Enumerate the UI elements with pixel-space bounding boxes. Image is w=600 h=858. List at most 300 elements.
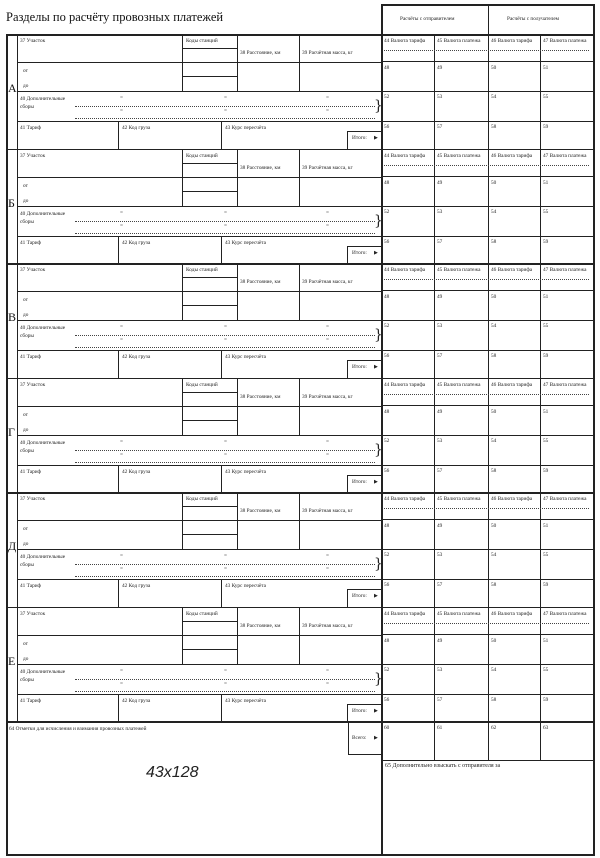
section-3-cell-n58: 58: [491, 353, 497, 359]
vsego-arrow-icon: ▶: [374, 735, 378, 741]
section-2-f39-label: 39 Расчётная масса, кг: [302, 164, 353, 171]
section-1-cell-n59: 59: [543, 124, 549, 130]
section-1-tariff-div3: [347, 131, 348, 149]
section-5-f41-label: 41 Тариф: [20, 583, 41, 589]
section-2-itogo-line: [347, 246, 381, 247]
section-5-cell-n58: 58: [491, 582, 497, 588]
section-1-cell-n57: 57: [437, 124, 443, 130]
section-2-eq-b-0: =: [120, 222, 123, 229]
section-5-eq-a-2: =: [326, 553, 329, 559]
section-3-dots-1: [75, 335, 375, 336]
section-1-f39-label: 39 Расчётная масса, кг: [302, 50, 353, 56]
section-5-codes-label: Коды станций: [186, 496, 218, 502]
section-3-fees-top: [17, 320, 381, 321]
section-5-tariff-top: [17, 579, 381, 580]
section-3-cell-f46: 46 Валюта тарифа: [491, 267, 533, 273]
section-1-cell-n55: 55: [543, 94, 549, 100]
section-1-f43-label: 43 Курс пересчёта: [225, 125, 267, 131]
section-1-f40-label: 40 Дополнительные сборы: [20, 96, 66, 110]
section-1-top-line: [6, 34, 595, 36]
section-2-cell-n58: 58: [491, 238, 497, 245]
section-2-r-row1: [381, 176, 594, 177]
section-2-cell-n52: 52: [384, 208, 390, 215]
section-2-r-row3: [381, 236, 594, 237]
section-1-f42-label: 42 Код груза: [122, 125, 151, 131]
section-4-eq-b-0: =: [120, 451, 123, 458]
section-4-dots-2: [75, 462, 375, 463]
section-5-f38-line: [237, 520, 381, 521]
section-3-cell-f47: 47 Валюта платежа: [543, 267, 587, 273]
section-4-cell-n58: 58: [491, 467, 497, 474]
section-6-tariff-div3: [347, 704, 348, 722]
section-4-cell-n55: 55: [543, 437, 549, 444]
section-2-cell-n56: 56: [384, 238, 390, 245]
bottom-box-line: [348, 754, 382, 755]
section-5-fees-brace: }: [374, 556, 383, 572]
section-1-eq-b-2: =: [326, 108, 329, 114]
section-1-eq-a-0: =: [120, 95, 123, 101]
section-2-r-dot1: [384, 165, 589, 166]
section-4-dots-1: [75, 450, 375, 451]
cell-60: 60: [384, 725, 390, 731]
section-4-eq-b-1: =: [224, 451, 227, 458]
section-3-top-line: [6, 263, 595, 265]
section-6-cell-n49: 49: [437, 637, 443, 644]
section-2-eq-a-0: =: [120, 209, 123, 216]
section-1-cell-n51: 51: [543, 65, 549, 71]
section-2-eq-b-1: =: [224, 222, 227, 229]
section-3-from-label: от: [23, 297, 28, 303]
section-3-itogo-label: Итого:: [352, 364, 367, 370]
section-3-to-label: до: [23, 312, 29, 318]
section-3-f38-line: [237, 291, 381, 292]
section-4-cell-n48: 48: [384, 408, 390, 415]
section-3-tariff-top: [17, 350, 381, 351]
section-2-f41-label: 41 Тариф: [20, 239, 41, 246]
section-3-cell-n54: 54: [491, 323, 497, 329]
section-3-tariff-div3: [347, 360, 348, 378]
section-4-fees-top: [17, 435, 381, 436]
section-4-from-line: [17, 406, 237, 407]
section-6-cell-n58: 58: [491, 696, 497, 703]
field-64-label: 64 Отметки для исчисления и взимания провозных платежей: [9, 726, 147, 732]
section-3-eq-a-1: =: [224, 324, 227, 330]
section-5-from-line: [17, 520, 237, 521]
section-6-top-line: [6, 607, 595, 609]
section-1-tariff-div1: [118, 121, 119, 149]
section-3-r-row3: [381, 350, 594, 351]
section-5-cell-f47: 47 Валюта платежа: [543, 496, 587, 502]
section-5-cell-n59: 59: [543, 582, 549, 588]
cell-62: 62: [491, 725, 497, 731]
section-5-dots-1: [75, 564, 375, 565]
section-2-f38-label: 38 Расстояние, км: [240, 164, 281, 171]
section-2-itogo-label: Итого:: [352, 249, 367, 256]
section-5-cell-f44: 44 Валюта тарифа: [384, 496, 426, 502]
section-1-cell-f44: 44 Валюта тарифа: [384, 38, 426, 44]
section-6-cell-n50: 50: [491, 637, 497, 644]
section-5-letter: Д: [8, 539, 17, 553]
section-1-codes-line1: [182, 48, 237, 49]
section-5-itogo-line: [347, 589, 381, 590]
section-2-cell-f46: 46 Валюта тарифа: [491, 152, 533, 159]
section-6-f42-label: 42 Код груза: [122, 697, 151, 704]
sender-calc-header: Расчёты с отправителем: [400, 16, 455, 22]
header-mid-line: [488, 4, 489, 760]
section-3-eq-a-2: =: [326, 324, 329, 330]
section-6-letter: Е: [8, 653, 16, 668]
section-5-cell-n52: 52: [384, 552, 390, 558]
totals-bottom-line: [381, 760, 594, 761]
page-title: Разделы по расчёту провозных платежей: [6, 10, 224, 24]
section-4-codes-label: Коды станций: [186, 381, 218, 388]
section-5-cell-n55: 55: [543, 552, 549, 558]
section-6-f40-label: 40 Дополнительные сборы: [20, 668, 66, 683]
section-2-eq-a-1: =: [224, 209, 227, 216]
section-5-f40-label: 40 Дополнительные сборы: [20, 554, 66, 568]
section-6-eq-b-2: =: [326, 680, 329, 687]
section-4-from-label: от: [23, 411, 28, 418]
section-1-from-label: от: [23, 68, 28, 74]
section-4-cell-n54: 54: [491, 437, 497, 444]
section-4-f38-line: [237, 406, 381, 407]
receiver-calc-header: Расчёты с получателем: [507, 16, 560, 22]
section-6-codes-line2: [182, 649, 237, 650]
section-4-cell-f45: 45 Валюта платежа: [437, 381, 481, 388]
section-1-cell-n56: 56: [384, 124, 390, 130]
section-1-eq-b-0: =: [120, 108, 123, 114]
totals-col-3: [540, 722, 541, 760]
section-6-eq-a-2: =: [326, 667, 329, 674]
section-1-fees-brace: }: [374, 98, 383, 114]
section-6-cell-n53: 53: [437, 666, 443, 673]
section-5-cell-n49: 49: [437, 523, 443, 529]
section-1-fees-top: [17, 91, 381, 92]
section-4-itogo-arrow-icon: ▶: [374, 478, 378, 485]
totals-col-1: [434, 722, 435, 760]
section-6-itogo-line: [347, 704, 381, 705]
section-6-cell-f44: 44 Валюта тарифа: [384, 610, 426, 617]
section-5-from-label: от: [23, 526, 28, 532]
section-3-codes-label: Коды станций: [186, 267, 218, 273]
section-6-codes-label: Коды станций: [186, 610, 218, 617]
section-6-itogo-label: Итого:: [352, 707, 367, 714]
section-1-r-row1: [381, 61, 594, 62]
section-5-r-row2: [381, 549, 594, 550]
section-2-letter: Б: [8, 195, 15, 210]
section-1-itogo-line: [347, 131, 381, 132]
section-1-cell-n52: 52: [384, 94, 390, 100]
section-2-codes-line2: [182, 191, 237, 192]
section-6-f43-label: 43 Курс пересчёта: [225, 697, 267, 704]
section-3-codes-line2: [182, 305, 237, 306]
section-2-fees-top: [17, 206, 381, 207]
section-4-r-row2: [381, 435, 594, 436]
section-2-cell-f44: 44 Валюта тарифа: [384, 152, 426, 159]
section-4-cell-n57: 57: [437, 467, 443, 474]
section-5-cell-n50: 50: [491, 523, 497, 529]
section-4-cell-f44: 44 Валюта тарифа: [384, 381, 426, 388]
section-2-f42-label: 42 Код груза: [122, 239, 151, 246]
section-4-eq-a-0: =: [120, 438, 123, 445]
section-2-cell-n51: 51: [543, 179, 549, 186]
section-2-top-line: [6, 149, 595, 151]
section-5-eq-b-2: =: [326, 566, 329, 572]
section-6-cell-n55: 55: [543, 666, 549, 673]
section-3-tariff-div1: [118, 350, 119, 378]
section-3-cell-n59: 59: [543, 353, 549, 359]
section-5-cell-n56: 56: [384, 582, 390, 588]
section-4-codes-line2: [182, 420, 237, 421]
section-5-f42-label: 42 Код груза: [122, 583, 151, 589]
cell-63: 63: [543, 725, 549, 731]
section-1-f37-label: 37 Участок: [20, 38, 46, 44]
section-5-cell-n54: 54: [491, 552, 497, 558]
section-4-letter: Г: [8, 424, 15, 439]
section-5-r-dot1: [384, 508, 589, 509]
section-4-tariff-div2: [221, 465, 222, 493]
section-2-tariff-div1: [118, 236, 119, 264]
section-6-cell-n52: 52: [384, 666, 390, 673]
section-3-from-line: [17, 291, 237, 292]
section-5-codes-line2: [182, 534, 237, 535]
section-1-codes-label: Коды станций: [186, 38, 218, 44]
section-5-tariff-div3: [347, 589, 348, 607]
section-3-cell-n57: 57: [437, 353, 443, 359]
section-4-f43-label: 43 Курс пересчёта: [225, 468, 267, 475]
section-6-tariff-top: [17, 694, 381, 695]
section-5-tariff-div2: [221, 579, 222, 607]
section-2-itogo-arrow-icon: ▶: [374, 249, 378, 256]
section-6-cell-n56: 56: [384, 696, 390, 703]
section-4-f40-label: 40 Дополнительные сборы: [20, 439, 66, 454]
section-3-r-row2: [381, 320, 594, 321]
section-2-codes-label: Коды станций: [186, 152, 218, 159]
section-3-f41-label: 41 Тариф: [20, 354, 41, 360]
section-4-f41-label: 41 Тариф: [20, 468, 41, 475]
section-6-cell-n54: 54: [491, 666, 497, 673]
section-2-f38-line: [237, 177, 381, 178]
section-3-letter: В: [8, 310, 17, 324]
section-3-itogo-arrow-icon: ▶: [374, 364, 378, 370]
section-4-r-dot1: [384, 394, 589, 395]
section-2-cell-n55: 55: [543, 208, 549, 215]
section-5-f38-label: 38 Расстояние, км: [240, 508, 281, 514]
section-4-f39-label: 39 Расчётная масса, кг: [302, 393, 353, 400]
section-2-cell-n48: 48: [384, 179, 390, 186]
section-4-r-row1: [381, 405, 594, 406]
section-1-cell-f45: 45 Валюта платежа: [437, 38, 481, 44]
section-2-r-row2: [381, 206, 594, 207]
section-3-f43-label: 43 Курс пересчёта: [225, 354, 267, 360]
bottom-box-divider: [348, 722, 349, 755]
section-6-cell-n57: 57: [437, 696, 443, 703]
section-3-cell-n55: 55: [543, 323, 549, 329]
section-6-dots-2: [75, 691, 375, 692]
sections-bottom-line: [6, 721, 595, 723]
section-1-cell-n53: 53: [437, 94, 443, 100]
section-4-tariff-top: [17, 465, 381, 466]
section-6-cell-f46: 46 Валюта тарифа: [491, 610, 533, 617]
section-1-from-line: [17, 62, 237, 63]
section-6-cell-f47: 47 Валюта платежа: [543, 610, 587, 617]
section-4-top-line: [6, 378, 595, 380]
section-6-f38-label: 38 Расстояние, км: [240, 622, 281, 629]
section-5-cell-f46: 46 Валюта тарифа: [491, 496, 533, 502]
section-6-f39-label: 39 Расчётная масса, кг: [302, 622, 353, 629]
cell-61: 61: [437, 725, 443, 731]
section-5-codes-line1: [182, 506, 237, 507]
vsego-label: Всего:: [352, 735, 367, 741]
section-3-eq-b-1: =: [224, 337, 227, 343]
section-2-eq-a-2: =: [326, 209, 329, 216]
section-6-eq-b-0: =: [120, 680, 123, 687]
section-4-eq-a-2: =: [326, 438, 329, 445]
section-1-cell-n54: 54: [491, 94, 497, 100]
section-2-f43-label: 43 Курс пересчёта: [225, 239, 267, 246]
section-1-eq-a-1: =: [224, 95, 227, 101]
section-5-cell-n48: 48: [384, 523, 390, 529]
section-4-r-row3: [381, 465, 594, 466]
section-1-cell-n48: 48: [384, 65, 390, 71]
section-1-eq-b-1: =: [224, 108, 227, 114]
section-3-codes-line1: [182, 277, 237, 278]
section-4-to-label: до: [23, 426, 29, 433]
section-6-eq-b-1: =: [224, 680, 227, 687]
section-4-cell-f47: 47 Валюта платежа: [543, 381, 587, 388]
section-4-cell-f46: 46 Валюта тарифа: [491, 381, 533, 388]
section-6-fees-top: [17, 664, 381, 665]
section-3-r-dot1: [384, 279, 589, 280]
section-6-tariff-div2: [221, 694, 222, 722]
section-3-fees-brace: }: [374, 327, 383, 343]
section-6-eq-a-0: =: [120, 667, 123, 674]
section-5-itogo-arrow-icon: ▶: [374, 593, 378, 599]
section-2-f37-label: 37 Участок: [20, 152, 46, 159]
section-4-eq-a-1: =: [224, 438, 227, 445]
section-1-eq-a-2: =: [326, 95, 329, 101]
section-4-f42-label: 42 Код груза: [122, 468, 151, 475]
section-6-itogo-arrow-icon: ▶: [374, 707, 378, 714]
section-2-cell-n57: 57: [437, 238, 443, 245]
section-1-cell-f47: 47 Валюта платежа: [543, 38, 587, 44]
section-6-from-label: от: [23, 640, 28, 647]
section-3-eq-b-0: =: [120, 337, 123, 343]
section-4-itogo-label: Итого:: [352, 478, 367, 485]
section-2-cell-n54: 54: [491, 208, 497, 215]
section-5-itogo-label: Итого:: [352, 593, 367, 599]
section-2-cell-f47: 47 Валюта платежа: [543, 152, 587, 159]
section-4-tariff-div3: [347, 475, 348, 493]
section-4-tariff-div1: [118, 465, 119, 493]
section-3-cell-f45: 45 Валюта платежа: [437, 267, 481, 273]
section-1-f38-label: 38 Расстояние, км: [240, 50, 281, 56]
section-1-letter: А: [8, 81, 17, 95]
section-6-f41-label: 41 Тариф: [20, 697, 41, 704]
section-2-f40-label: 40 Дополнительные сборы: [20, 210, 66, 225]
section-3-cell-n52: 52: [384, 323, 390, 329]
section-5-cell-f45: 45 Валюта платежа: [437, 496, 481, 502]
section-2-to-label: до: [23, 197, 29, 204]
section-1-r-row3: [381, 121, 594, 122]
section-1-codes-line2: [182, 76, 237, 77]
section-5-fees-top: [17, 549, 381, 550]
section-2-codes-line1: [182, 163, 237, 164]
section-1-r-dot1: [384, 50, 589, 51]
section-5-cell-n51: 51: [543, 523, 549, 529]
section-4-eq-b-2: =: [326, 451, 329, 458]
section-2-from-line: [17, 177, 237, 178]
section-4-cell-n52: 52: [384, 437, 390, 444]
section-3-dots-2: [75, 347, 375, 348]
section-6-r-dot1: [384, 623, 589, 624]
section-6-r-row2: [381, 664, 594, 665]
section-3-cell-n56: 56: [384, 353, 390, 359]
section-5-to-label: до: [23, 541, 29, 547]
section-5-eq-a-0: =: [120, 553, 123, 559]
section-6-codes-line1: [182, 621, 237, 622]
section-2-dots-2: [75, 233, 375, 234]
section-3-cell-n50: 50: [491, 294, 497, 300]
section-6-cell-n59: 59: [543, 696, 549, 703]
section-5-cell-n53: 53: [437, 552, 443, 558]
section-6-tariff-div1: [118, 694, 119, 722]
field-65-label: 65 Дополнительно взыскать с отправителя за: [385, 763, 501, 769]
section-4-cell-n56: 56: [384, 467, 390, 474]
section-1-itogo-arrow-icon: ▶: [374, 135, 378, 141]
section-4-f38-label: 38 Расстояние, км: [240, 393, 281, 400]
section-6-f37-label: 37 Участок: [20, 610, 46, 617]
section-5-dots-2: [75, 576, 375, 577]
section-1-to-label: до: [23, 83, 29, 89]
section-2-tariff-top: [17, 236, 381, 237]
section-5-f43-label: 43 Курс пересчёта: [225, 583, 267, 589]
section-1-r-row2: [381, 91, 594, 92]
section-4-cell-n50: 50: [491, 408, 497, 415]
section-4-cell-n59: 59: [543, 467, 549, 474]
section-6-cell-f45: 45 Валюта платежа: [437, 610, 481, 617]
section-5-eq-b-0: =: [120, 566, 123, 572]
section-5-cell-n57: 57: [437, 582, 443, 588]
section-6-dots-1: [75, 679, 375, 680]
section-1-cell-n49: 49: [437, 65, 443, 71]
section-1-dots-2: [75, 118, 375, 119]
section-1-cell-f46: 46 Валюта тарифа: [491, 38, 533, 44]
section-3-cell-n53: 53: [437, 323, 443, 329]
section-2-tariff-div2: [221, 236, 222, 264]
section-3-itogo-line: [347, 360, 381, 361]
section-6-r-row1: [381, 634, 594, 635]
section-3-eq-a-0: =: [120, 324, 123, 330]
frame-left: [6, 34, 8, 856]
section-1-cell-n58: 58: [491, 124, 497, 130]
section-1-tariff-top: [17, 121, 381, 122]
section-4-fees-brace: }: [374, 441, 383, 458]
section-6-eq-a-1: =: [224, 667, 227, 674]
section-5-r-row3: [381, 579, 594, 580]
section-6-fees-brace: }: [374, 670, 383, 687]
section-5-eq-a-1: =: [224, 553, 227, 559]
section-6-cell-n51: 51: [543, 637, 549, 644]
section-1-f41-label: 41 Тариф: [20, 125, 41, 131]
section-4-cell-n49: 49: [437, 408, 443, 415]
section-5-eq-b-1: =: [224, 566, 227, 572]
section-2-cell-n50: 50: [491, 179, 497, 186]
section-3-f37-label: 37 Участок: [20, 267, 46, 273]
section-4-cell-n53: 53: [437, 437, 443, 444]
section-3-cell-n49: 49: [437, 294, 443, 300]
section-3-cell-n48: 48: [384, 294, 390, 300]
